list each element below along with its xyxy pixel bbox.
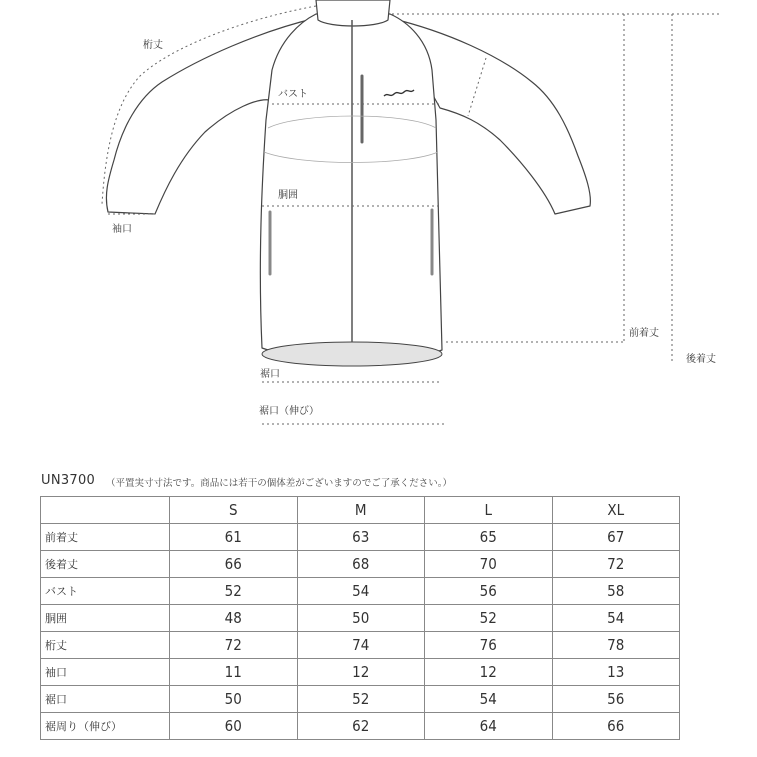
- table-cell: 50: [170, 686, 298, 713]
- model-number: UN3700: [41, 473, 96, 488]
- table-row: [41, 659, 680, 686]
- collar: [316, 0, 390, 26]
- header-size-m: M: [297, 497, 425, 524]
- label-bust: バスト: [278, 89, 308, 100]
- table-cell: 54: [297, 578, 425, 605]
- row-label: 裾周り（伸び）: [41, 713, 170, 740]
- row-label: 前着丈: [41, 524, 170, 551]
- table-cell: 58: [552, 578, 680, 605]
- label-hem: 裾口: [260, 369, 280, 380]
- table-cell: 70: [425, 551, 553, 578]
- table-cell: 72: [170, 632, 298, 659]
- table-cell: 66: [552, 713, 680, 740]
- table-row: [41, 686, 680, 713]
- table-cell: 76: [425, 632, 553, 659]
- table-cell: 52: [425, 605, 553, 632]
- row-label: バスト: [41, 578, 170, 605]
- label-cuff: 袖口: [112, 224, 132, 235]
- label-front-length: 前着丈: [629, 328, 659, 339]
- row-label: 裾口: [41, 686, 170, 713]
- table-cell: 72: [552, 551, 680, 578]
- table-cell: 52: [297, 686, 425, 713]
- table-cell: 50: [297, 605, 425, 632]
- jacket-body: [260, 14, 442, 362]
- table-row: [41, 605, 680, 632]
- table-header-row: [41, 497, 680, 524]
- table-row: [41, 551, 680, 578]
- header-size-xl: XL: [552, 497, 680, 524]
- table-cell: 66: [170, 551, 298, 578]
- table-cell: 62: [297, 713, 425, 740]
- table-cell: 11: [170, 659, 298, 686]
- header-empty-cell: [41, 497, 170, 524]
- table-row: [41, 524, 680, 551]
- table-cell: 61: [170, 524, 298, 551]
- table-cell: 13: [552, 659, 680, 686]
- table-cell: 12: [297, 659, 425, 686]
- table-cell: 54: [425, 686, 553, 713]
- header-size-l: L: [425, 497, 553, 524]
- row-label: 桁丈: [41, 632, 170, 659]
- table-row: [41, 632, 680, 659]
- row-label: 後着丈: [41, 551, 170, 578]
- table-cell: 78: [552, 632, 680, 659]
- table-row: [41, 713, 680, 740]
- label-back-length: 後着丈: [686, 354, 716, 365]
- table-cell: 64: [425, 713, 553, 740]
- size-table: [40, 496, 680, 740]
- row-label: 袖口: [41, 659, 170, 686]
- table-cell: 60: [170, 713, 298, 740]
- table-cell: 56: [425, 578, 553, 605]
- header-size-s: S: [170, 497, 298, 524]
- table-cell: 56: [552, 686, 680, 713]
- table-cell: 67: [552, 524, 680, 551]
- table-cell: 74: [297, 632, 425, 659]
- measurement-note: （平置実寸寸法です。商品には若干の個体差がございますのでご了承ください。）: [106, 478, 452, 489]
- label-hem-stretch: 裾口（伸び）: [259, 406, 319, 417]
- label-waist: 胴囲: [278, 190, 298, 201]
- hem-shape: [262, 342, 442, 366]
- row-label: 胴囲: [41, 605, 170, 632]
- table-cell: 54: [552, 605, 680, 632]
- table-cell: 52: [170, 578, 298, 605]
- table-row: [41, 578, 680, 605]
- table-cell: 48: [170, 605, 298, 632]
- table-cell: 68: [297, 551, 425, 578]
- label-sleeve-length: 桁丈: [143, 40, 163, 51]
- table-cell: 63: [297, 524, 425, 551]
- table-cell: 65: [425, 524, 553, 551]
- table-cell: 12: [425, 659, 553, 686]
